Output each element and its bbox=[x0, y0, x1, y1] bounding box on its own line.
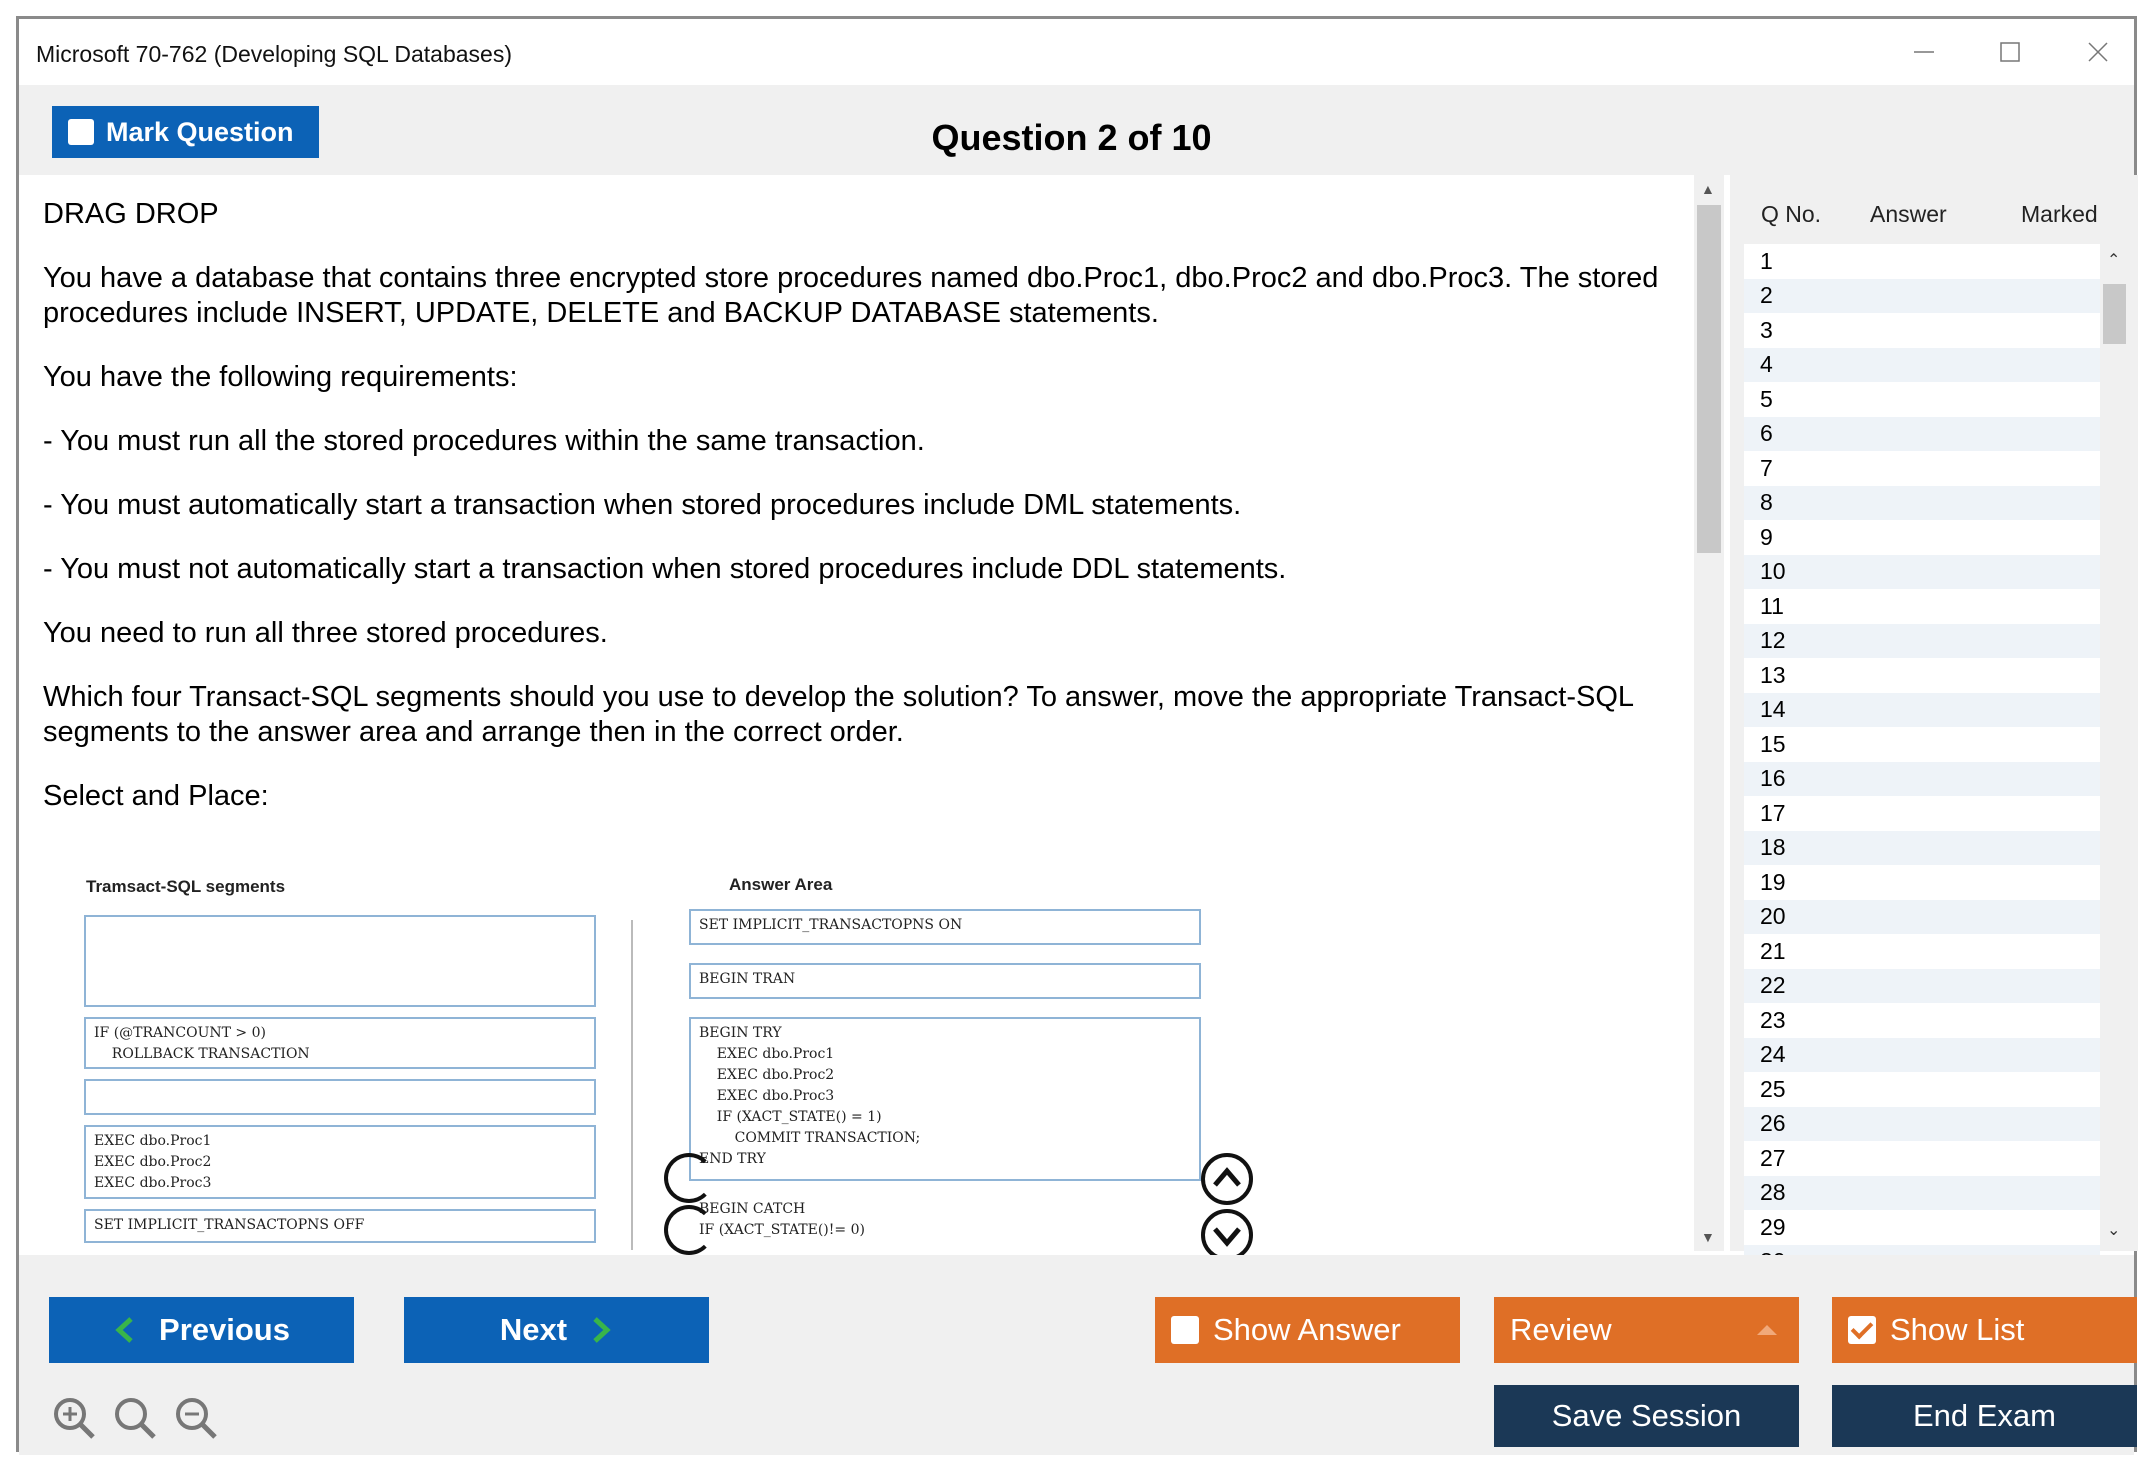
caret-up-icon bbox=[1757, 1323, 1777, 1337]
question-paragraph: You need to run all three stored procedures. bbox=[43, 617, 608, 649]
question-number: 12 bbox=[1760, 627, 1786, 654]
drag-drop-figure bbox=[49, 875, 1229, 1255]
question-paragraph: - You must automatically start a transaction when stored procedures include DML statements. bbox=[43, 489, 1242, 521]
question-number: 4 bbox=[1760, 351, 1773, 378]
title-bar bbox=[19, 19, 2134, 85]
question-number: 24 bbox=[1760, 1041, 1786, 1068]
show-list-label: Show List bbox=[1890, 1312, 2025, 1347]
answer-catch-block[interactable]: BEGIN CATCH IF (XACT_STATE()!= 0) bbox=[691, 1195, 1203, 1255]
answer-try-block[interactable]: BEGIN TRY EXEC dbo.Proc1 EXEC dbo.Proc2 EXEC dbo.Proc3 IF (XACT_STATE() = 1) COMMIT TRANSACTION; END TRY bbox=[689, 1017, 1201, 1181]
question-number: 14 bbox=[1760, 696, 1786, 723]
question-list-scrollbar[interactable] bbox=[2101, 244, 2128, 1250]
question-number: 13 bbox=[1760, 661, 1786, 688]
segment-exec-procs[interactable]: EXEC dbo.Proc1 EXEC dbo.Proc2 EXEC dbo.Proc3 bbox=[84, 1125, 596, 1199]
show-list-button[interactable] bbox=[1832, 1297, 2137, 1363]
question-list-panel bbox=[1730, 175, 2138, 1251]
close-icon[interactable] bbox=[2063, 29, 2133, 75]
chevron-left-icon bbox=[113, 1316, 135, 1344]
review-dropdown[interactable] bbox=[1494, 1297, 1799, 1363]
chevron-down-icon[interactable]: ⌄ bbox=[2107, 1222, 2121, 1239]
segment-set-implicit-off[interactable]: SET IMPLICIT_TRANSACTOPNS OFF bbox=[84, 1209, 596, 1243]
qno-column-header: Q No. bbox=[1761, 201, 1822, 227]
question-title: Question 2 of 10 bbox=[931, 117, 1212, 158]
show-answer-button[interactable] bbox=[1155, 1297, 1460, 1363]
zoom-out-icon[interactable] bbox=[173, 1395, 219, 1441]
segment-rollback[interactable]: IF (@TRANCOUNT > 0) ROLLBACK TRANSACTION bbox=[84, 1017, 596, 1069]
question-number: 8 bbox=[1760, 489, 1773, 516]
question-number: 23 bbox=[1760, 1006, 1786, 1033]
question-list-row[interactable] bbox=[1744, 900, 2100, 935]
question-number: 29 bbox=[1760, 1213, 1786, 1240]
question-type: DRAG DROP bbox=[43, 198, 219, 230]
question-list-header bbox=[1730, 175, 2138, 235]
maximize-icon[interactable] bbox=[1975, 29, 2045, 75]
question-list-row[interactable] bbox=[1744, 865, 2100, 900]
question-list-row[interactable] bbox=[1744, 658, 2100, 693]
question-list-row[interactable] bbox=[1744, 762, 2100, 797]
answer-area-title: Answer Area bbox=[729, 875, 833, 894]
question-number: 26 bbox=[1760, 1110, 1786, 1137]
window-title: Microsoft 70-762 (Developing SQL Databases) bbox=[36, 41, 512, 67]
show-answer-checkbox[interactable] bbox=[1171, 1316, 1199, 1344]
marked-column-header: Marked bbox=[2021, 201, 2098, 227]
question-list-scroll-thumb[interactable] bbox=[2103, 284, 2126, 344]
question-paragraph: Select and Place: bbox=[43, 780, 269, 812]
question-list-row[interactable] bbox=[1744, 555, 2100, 590]
question-paragraph: Which four Transact-SQL segments should you use to develop the solution? To answer, move the appropriate Transact-SQL segments to the answer area and arrange then in the correct order. bbox=[43, 681, 1633, 748]
chevron-up-icon[interactable]: ⌃ bbox=[2107, 252, 2121, 269]
show-answer-label: Show Answer bbox=[1213, 1312, 1401, 1347]
minimize-icon[interactable] bbox=[1889, 29, 1959, 75]
question-number: 3 bbox=[1760, 316, 1773, 343]
question-number: 6 bbox=[1760, 420, 1773, 447]
question-number: 7 bbox=[1760, 454, 1773, 481]
question-list-row[interactable] bbox=[1744, 831, 2100, 866]
save-session-button[interactable] bbox=[1494, 1385, 1799, 1447]
segments-title: Tramsact-SQL segments bbox=[86, 877, 286, 896]
question-paragraph: - You must run all the stored procedures within the same transaction. bbox=[43, 425, 925, 457]
question-number: 10 bbox=[1760, 558, 1786, 585]
question-number: 2 bbox=[1760, 282, 1773, 309]
question-content bbox=[19, 175, 1691, 1251]
question-list-row[interactable] bbox=[1744, 417, 2100, 452]
question-number: 22 bbox=[1760, 972, 1786, 999]
footer-toolbar bbox=[19, 1255, 2134, 1455]
question-number: 28 bbox=[1760, 1179, 1786, 1206]
question-number: 19 bbox=[1760, 868, 1786, 895]
question-list-row[interactable] bbox=[1744, 727, 2100, 762]
question-list-row[interactable] bbox=[1744, 520, 2100, 555]
question-list-row[interactable] bbox=[1744, 382, 2100, 417]
question-number: 9 bbox=[1760, 523, 1773, 550]
chevron-right-icon bbox=[591, 1316, 613, 1344]
move-left-icon[interactable] bbox=[664, 1205, 714, 1255]
question-list-row[interactable] bbox=[1744, 1107, 2100, 1142]
question-text bbox=[43, 197, 1673, 843]
move-up-icon[interactable] bbox=[1199, 1151, 1255, 1207]
move-left-icon[interactable] bbox=[664, 1153, 714, 1203]
question-list-row[interactable] bbox=[1744, 1141, 2100, 1176]
previous-label: Previous bbox=[159, 1312, 290, 1347]
question-list-row[interactable] bbox=[1744, 1210, 2100, 1245]
answer-set-implicit-on[interactable]: SET IMPLICIT_TRANSACTOPNS ON bbox=[689, 909, 1201, 945]
scroll-down-arrow-icon[interactable]: ▼ bbox=[1701, 1229, 1715, 1245]
question-list-row[interactable] bbox=[1744, 279, 2100, 314]
content-scrollbar[interactable] bbox=[1694, 175, 1724, 1251]
question-list-row[interactable] bbox=[1744, 348, 2100, 383]
question-paragraph: You have the following requirements: bbox=[43, 361, 518, 393]
show-list-checkbox[interactable] bbox=[1848, 1316, 1876, 1344]
question-paragraph: You have a database that contains three encrypted store procedures named dbo.Proc1, dbo.Proc2 and dbo.Proc3. The stored procedures include INSERT, UPDATE, DELETE and BACKUP DATABASE statements. bbox=[43, 262, 1659, 329]
segment-empty-slot[interactable] bbox=[84, 1079, 596, 1115]
segment-empty-slot[interactable] bbox=[84, 915, 596, 1007]
question-list-row[interactable] bbox=[1744, 451, 2100, 486]
question-list-row[interactable] bbox=[1744, 624, 2100, 659]
question-number: 18 bbox=[1760, 834, 1786, 861]
question-paragraph: - You must not automatically start a transaction when stored procedures include DDL statements. bbox=[43, 553, 1287, 585]
answer-begin-tran[interactable]: BEGIN TRAN bbox=[689, 963, 1201, 999]
question-list-row[interactable] bbox=[1744, 693, 2100, 728]
question-number: 16 bbox=[1760, 765, 1786, 792]
question-list-row[interactable] bbox=[1744, 1176, 2100, 1211]
review-label: Review bbox=[1510, 1312, 1612, 1347]
question-list-row[interactable] bbox=[1744, 244, 2100, 279]
question-number: 11 bbox=[1760, 592, 1784, 619]
question-number: 17 bbox=[1760, 799, 1786, 826]
question-number: 25 bbox=[1760, 1075, 1786, 1102]
question-number: 5 bbox=[1760, 385, 1773, 412]
figure-divider bbox=[631, 920, 633, 1250]
question-header bbox=[19, 85, 2134, 175]
question-list-row[interactable] bbox=[1744, 486, 2100, 521]
end-exam-label: End Exam bbox=[1912, 1398, 2056, 1433]
zoom-reset-icon[interactable] bbox=[112, 1395, 158, 1441]
question-list-row[interactable] bbox=[1744, 313, 2100, 348]
question-list-row[interactable] bbox=[1744, 796, 2100, 831]
previous-button[interactable] bbox=[49, 1297, 354, 1363]
mark-question-label: Mark Question bbox=[106, 116, 294, 147]
answer-column-header: Answer bbox=[1870, 201, 1947, 227]
zoom-in-icon[interactable] bbox=[51, 1395, 97, 1441]
scroll-up-arrow-icon[interactable]: ▲ bbox=[1701, 181, 1715, 197]
question-number: 20 bbox=[1760, 903, 1786, 930]
question-number: 1 bbox=[1760, 247, 1773, 274]
question-number: 21 bbox=[1760, 937, 1786, 964]
question-number: 15 bbox=[1760, 730, 1786, 757]
question-list-row[interactable] bbox=[1744, 589, 2100, 624]
question-list-rows bbox=[1744, 244, 2100, 1250]
save-session-label: Save Session bbox=[1551, 1398, 1742, 1433]
scrollbar-thumb[interactable] bbox=[1697, 205, 1721, 553]
app-window bbox=[16, 16, 2137, 1452]
next-label: Next bbox=[499, 1312, 568, 1347]
next-button[interactable] bbox=[404, 1297, 709, 1363]
question-list-row[interactable] bbox=[1744, 934, 2100, 969]
question-list-row[interactable] bbox=[1744, 969, 2100, 1004]
question-list-row[interactable] bbox=[1744, 1003, 2100, 1038]
question-number: 27 bbox=[1760, 1144, 1786, 1171]
question-list-row[interactable] bbox=[1744, 1038, 2100, 1073]
question-list-row[interactable] bbox=[1744, 1072, 2100, 1107]
end-exam-button[interactable] bbox=[1832, 1385, 2137, 1447]
